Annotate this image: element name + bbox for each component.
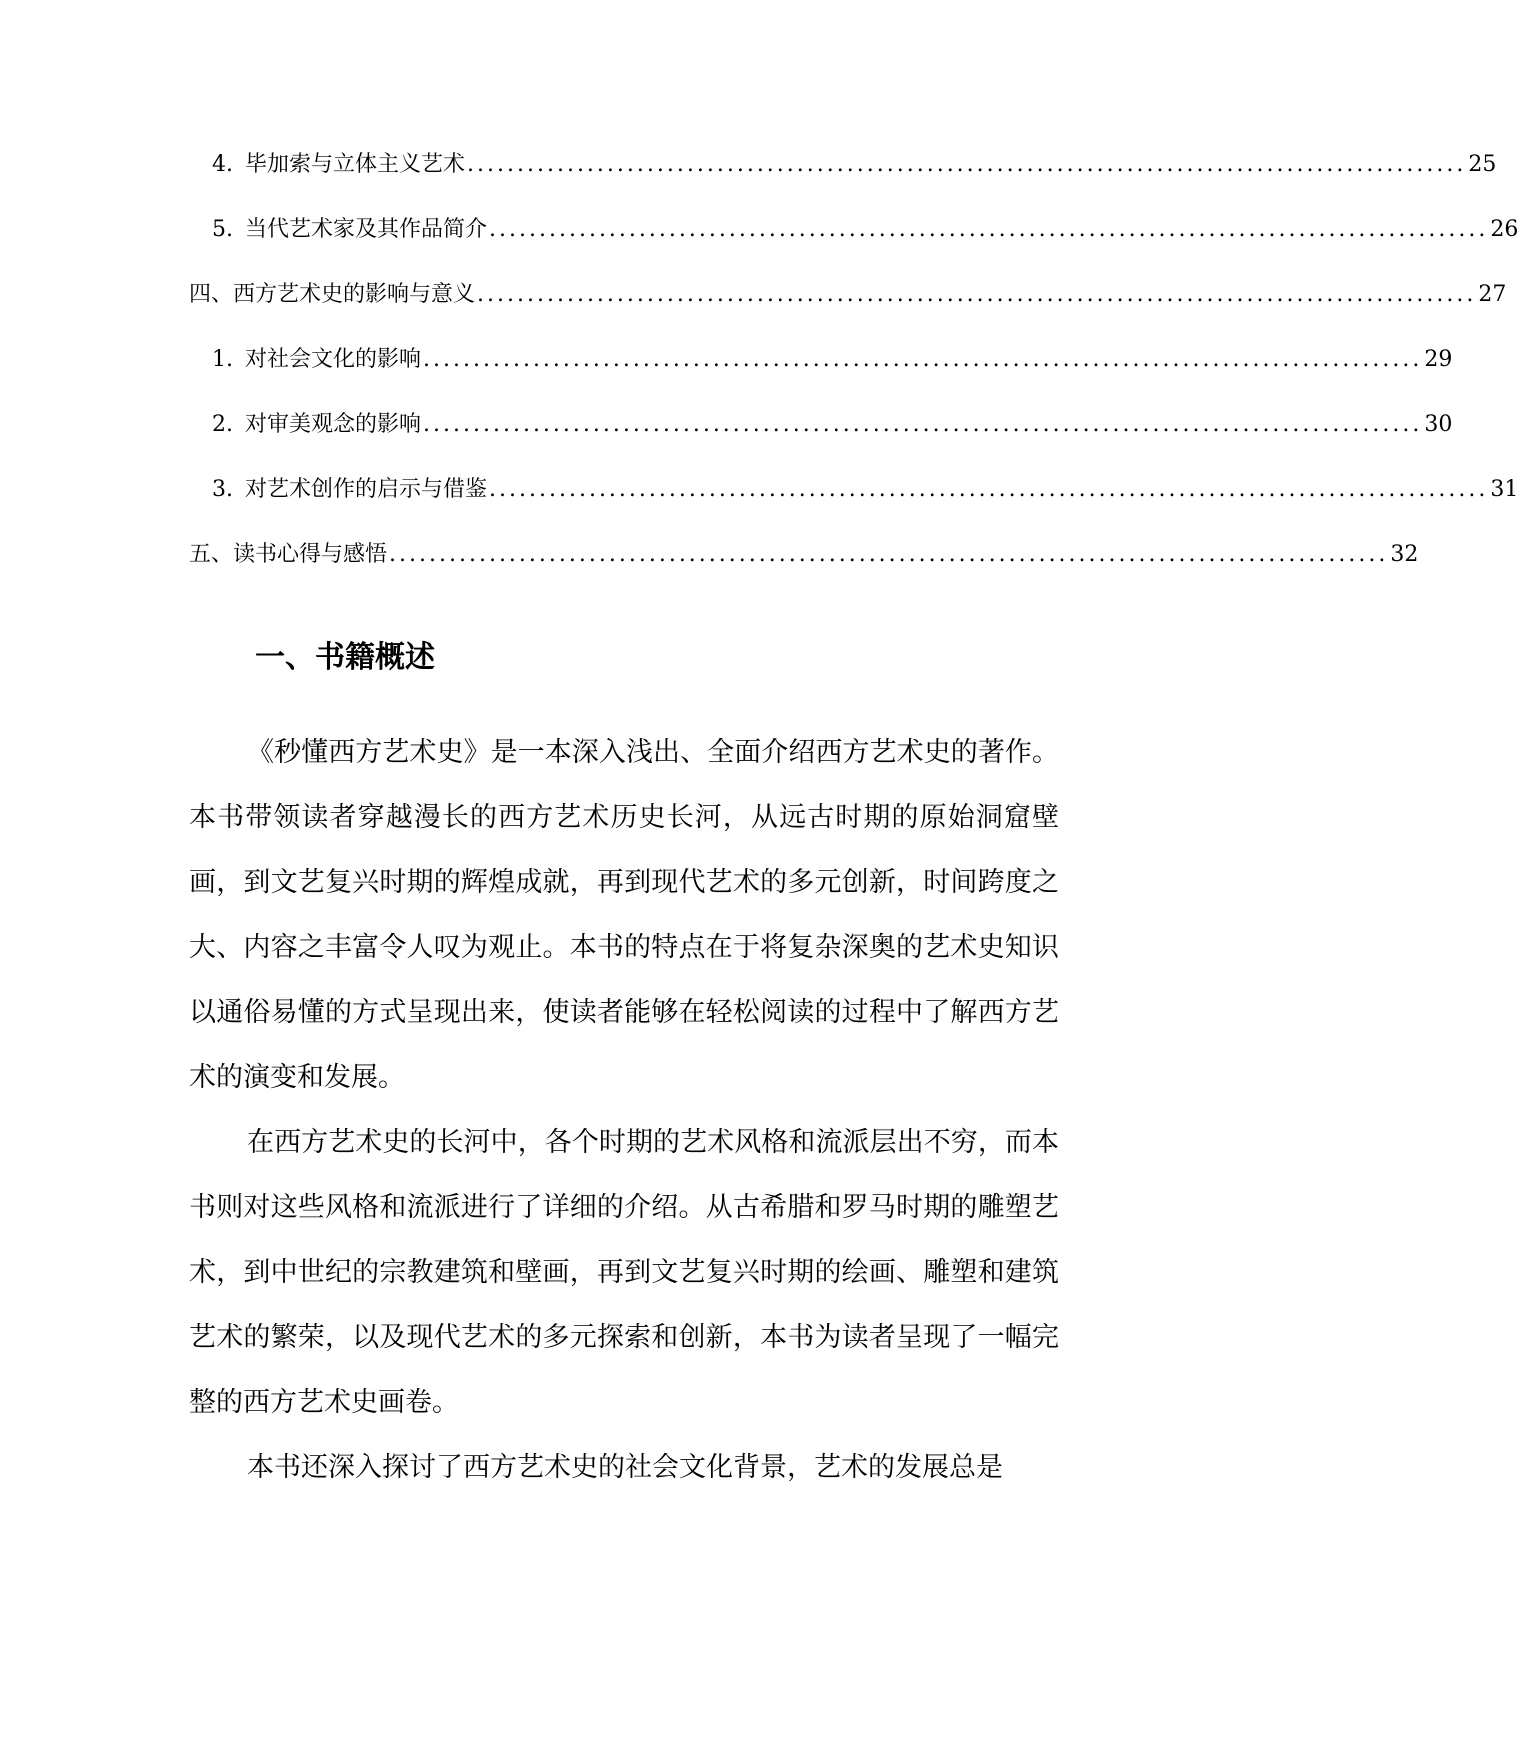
toc-entry-title: 对审美观念的影响 xyxy=(245,412,422,437)
toc-entry-title: 四、西方艺术史的影响与意义 xyxy=(189,282,476,307)
toc-entry-page: 29 xyxy=(1424,347,1453,372)
toc-entry[interactable] xyxy=(212,150,1497,180)
toc-dot-leader: .................................................................................................... xyxy=(423,347,1423,372)
toc-entry-page: 25 xyxy=(1468,152,1497,177)
toc-entry[interactable] xyxy=(212,345,1453,375)
toc-entry[interactable] xyxy=(212,475,1518,505)
toc-entry-title: 毕加索与立体主义艺术 xyxy=(245,152,466,177)
toc-entry-title: 当代艺术家及其作品简介 xyxy=(245,217,488,242)
body-paragraph: 在西方艺术史的长河中，各个时期的艺术风格和流派层出不穷，而本书则对这些风格和流派进行了详细的介绍。从古希腊和罗马时期的雕塑艺术，到中世纪的宗教建筑和壁画，再到文艺复兴时期的绘画、雕塑和建筑艺术的繁荣，以及现代艺术的多元探索和创新，本书为读者呈现了一幅完整的西方艺术史画卷。 xyxy=(189,1127,1059,1418)
body-paragraph: 《秒懂西方艺术史》是一本深入浅出、全面介绍西方艺术史的著作。本书带领读者穿越漫长的西方艺术历史长河，从远古时期的原始洞窟壁画，到文艺复兴时期的辉煌成就，再到现代艺术的多元创新，时间跨度之大、内容之丰富令人叹为观止。本书的特点在于将复杂深奥的艺术史知识以通俗易懂的方式呈现出来，使读者能够在轻松阅读的过程中了解西方艺术的演变和发展。 xyxy=(189,737,1059,1093)
section-heading: 一、书籍概述 xyxy=(255,640,435,675)
toc-dot-leader: .................................................................................................... xyxy=(423,412,1423,437)
toc-entry-page: 32 xyxy=(1390,542,1419,567)
toc-entry-title: 对社会文化的影响 xyxy=(245,347,422,372)
toc-entry-page: 27 xyxy=(1478,282,1507,307)
toc-entry-page: 31 xyxy=(1490,477,1518,502)
toc-entry[interactable] xyxy=(189,540,1419,570)
toc-entry-page: 30 xyxy=(1424,412,1453,437)
toc-dot-leader: .................................................................................................... xyxy=(389,542,1389,567)
toc-entry-number: 5. xyxy=(212,217,233,242)
toc-dot-leader: .................................................................................................... xyxy=(489,217,1489,242)
toc-dot-leader: .................................................................................................... xyxy=(489,477,1489,502)
body-paragraph: 本书还深入探讨了西方艺术史的社会文化背景，艺术的发展总是 xyxy=(247,1452,1003,1483)
toc-entry[interactable] xyxy=(212,215,1518,245)
toc-dot-leader: .................................................................................................... xyxy=(467,152,1467,177)
toc-entry-number: 4. xyxy=(212,152,233,177)
toc-entry[interactable] xyxy=(212,410,1453,440)
section-body xyxy=(189,720,1059,1500)
toc-entry[interactable] xyxy=(189,280,1507,310)
toc-entry-title: 五、读书心得与感悟 xyxy=(189,542,388,567)
toc-entry-number: 2. xyxy=(212,412,233,437)
toc-entry-title: 对艺术创作的启示与借鉴 xyxy=(245,477,488,502)
toc-entry-number: 1. xyxy=(212,347,233,372)
toc-entry-number: 3. xyxy=(212,477,233,502)
toc-entry-page: 26 xyxy=(1490,217,1518,242)
toc-dot-leader: .................................................................................................... xyxy=(477,282,1477,307)
